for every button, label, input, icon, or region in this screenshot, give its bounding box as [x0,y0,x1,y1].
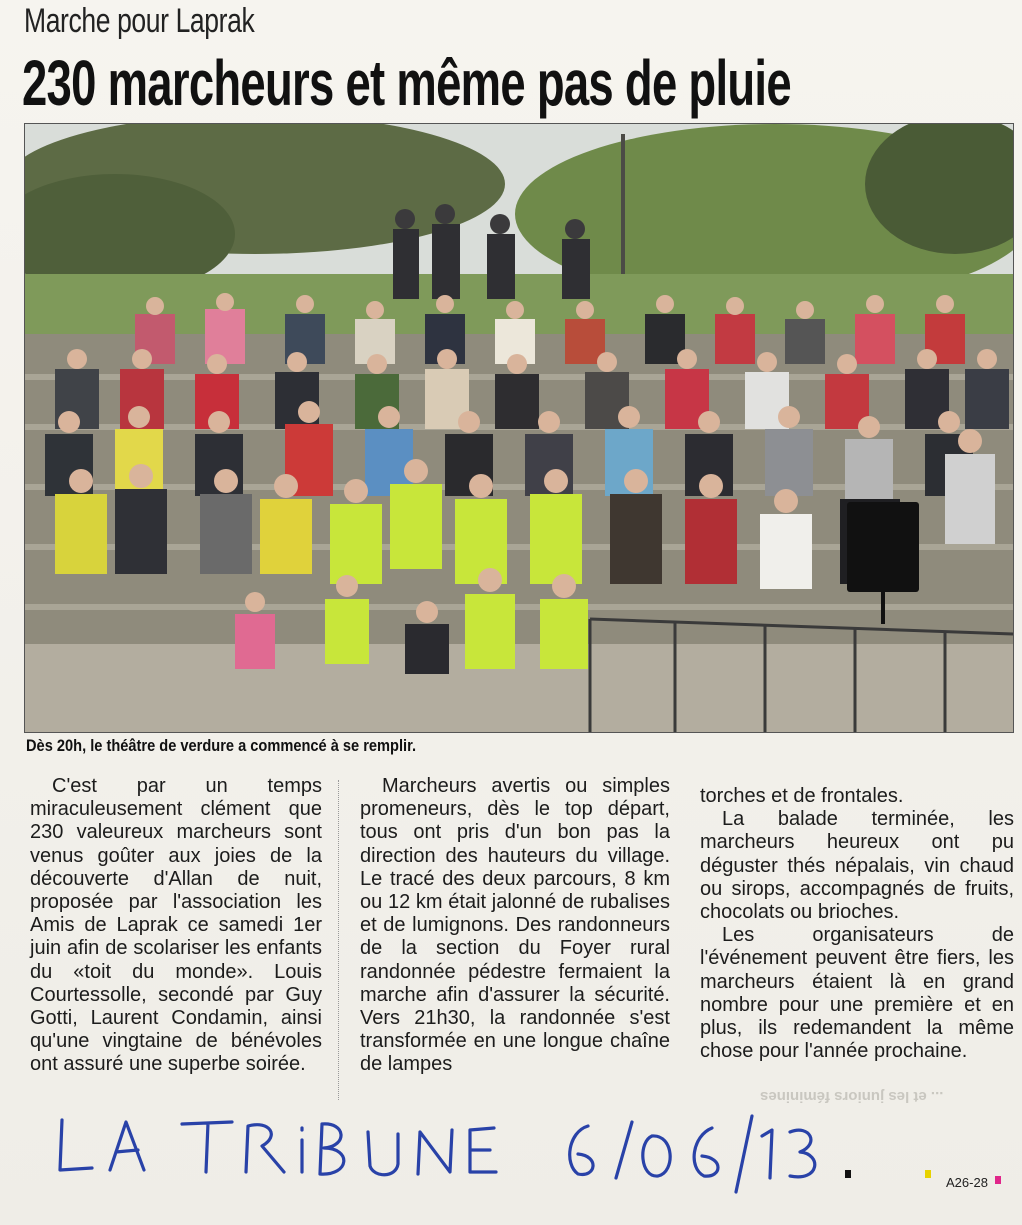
column-3-paragraph-2: La balade terminée, les marcheurs heureux ont pu déguster thés népalais, vin chaud ou sirops, accompagnés de fruits, chocolats ou brioches. [700,808,1014,924]
article-column-2 [360,775,670,1077]
page-code: A26-28 [946,1175,988,1190]
column-3-paragraph-3: Les organisateurs de l'événement peuvent être fiers, les marcheurs étaient là en grand nombre pour une première et en plus, ils redemandent la même chose pour l'année prochaine. [700,924,1014,1063]
column-2-paragraph: Marcheurs avertis ou simples promeneurs, dès le top départ, tous ont pris d'un bon pas la direction des hauteurs du village. Le tracé des deux parcours, 8 km ou 12 km était jalonné de rubalises et de lumignons. Des randonneurs de la section du Foyer rural randonnée pédestre fermaient la marche afin d'assurer la sécurité. Vers 21h30, la randonnée s'est transformée en une longue chaîne de lampes [360,775,670,1076]
photo-caption: Dès 20h, le théâtre de verdure a commencé à se remplir. [26,736,417,755]
yellow-registration-mark [925,1170,931,1178]
article-kicker: Marche pour Laprak [24,2,255,40]
bleed-through-text: ... et les juniors féminines [760,1088,944,1105]
column-1-paragraph: C'est par un temps miraculeusement clément que 230 valeureux marcheurs sont venus goûter aux joies de la découverte d'Allan de nuit, proposée par l'association les Amis de Laprak ce samedi 1er juin afin de scolariser les enfants du «toit du monde». Louis Courtessolle, secondé par Guy Gotti, Laurent Condamin, ainsi qu'une vingtaine de bénévoles ont assuré une superbe soirée. [30,775,322,1076]
handwritten-source-note [40,1112,840,1207]
column-3-paragraph-1: torches et de frontales. [700,785,904,807]
black-registration-mark [845,1170,851,1178]
crowd-photo [24,123,1014,733]
article-column-3 [700,785,1014,1063]
article-headline: 230 marcheurs et même pas de pluie [22,47,791,119]
magenta-registration-mark [995,1176,1001,1184]
article-column-1 [30,775,322,1077]
column-divider [338,780,339,1100]
